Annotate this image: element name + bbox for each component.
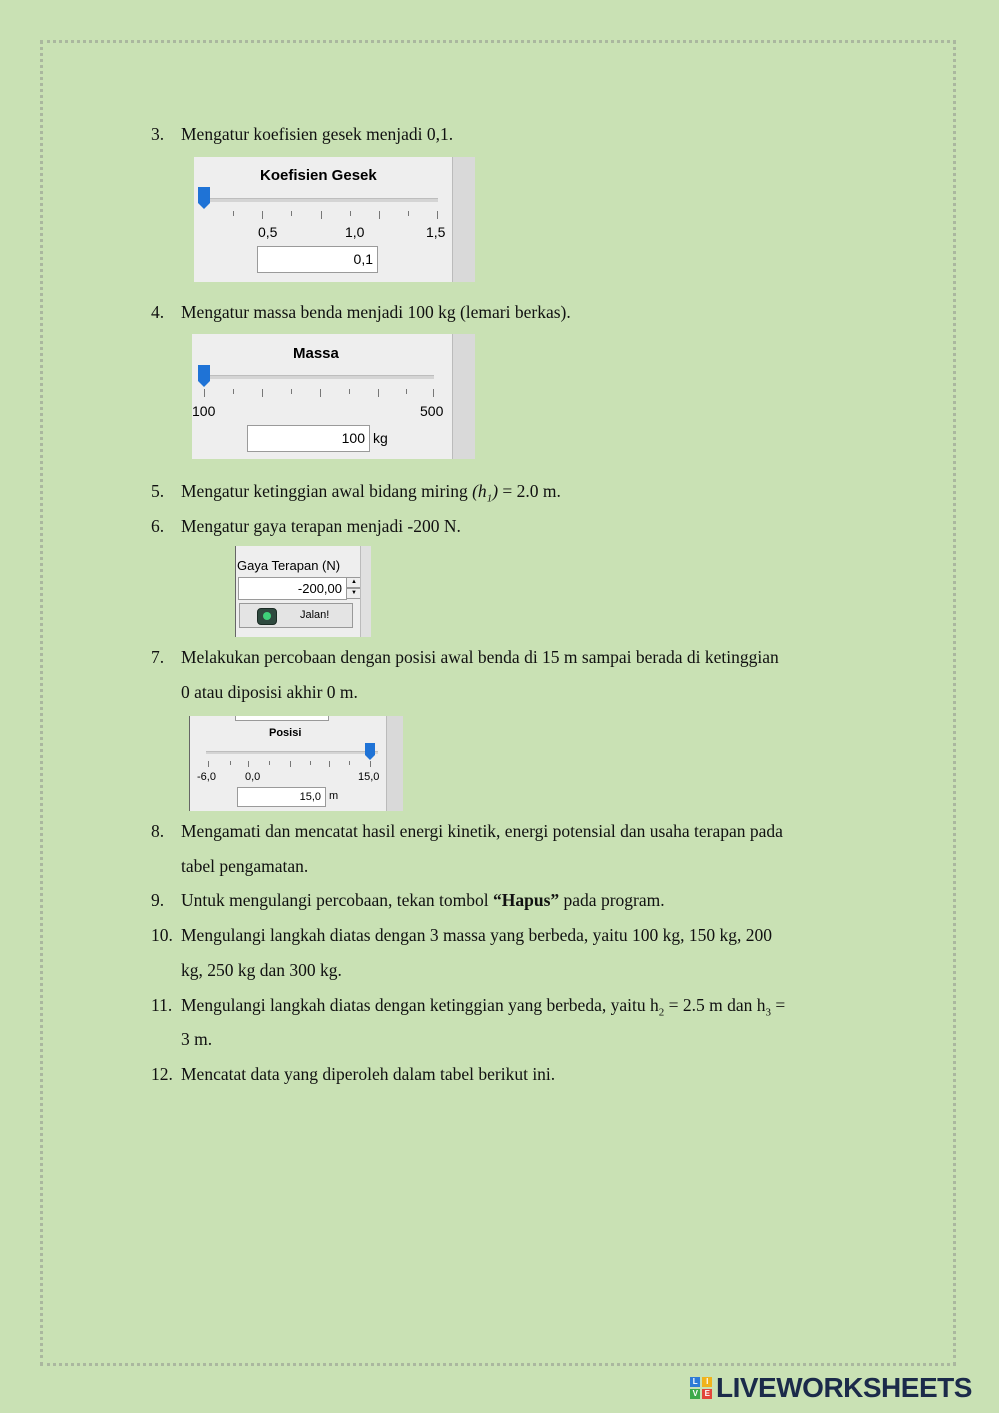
panel-sidebar — [452, 157, 475, 282]
tick — [204, 389, 205, 397]
logo-letter: E — [702, 1389, 712, 1399]
panel-sidebar — [386, 716, 403, 811]
mass-title: Massa — [293, 345, 339, 362]
tick — [310, 761, 311, 765]
friction-slider-track[interactable] — [202, 198, 438, 202]
logo-letter: L — [690, 1377, 700, 1387]
traffic-light-icon — [257, 608, 277, 625]
position-tick-label: -6,0 — [197, 771, 216, 783]
step-number: 12. — [151, 1064, 173, 1084]
tick — [262, 389, 263, 397]
mass-min-label: 100 — [192, 403, 216, 419]
position-panel — [189, 716, 402, 811]
step-11-continued: 3 m. — [181, 1029, 213, 1049]
subscript: 2 — [658, 1006, 665, 1019]
friction-title: Koefisien Gesek — [260, 167, 377, 184]
friction-input[interactable]: 0,1 — [257, 246, 378, 273]
panel-sidebar — [360, 546, 371, 637]
mass-input[interactable]: 100 — [247, 425, 370, 452]
mass-slider-track[interactable] — [202, 375, 434, 379]
subscript: 3 — [765, 1006, 771, 1019]
step-text: Mencatat data yang diperoleh dalam tabel berikut ini. — [181, 1064, 556, 1084]
text-part: Untuk mengulangi percobaan, tekan tombol — [181, 890, 494, 910]
text-part: = 2.5 m dan h — [664, 995, 766, 1015]
mass-max-label: 500 — [420, 403, 444, 419]
step-number: 11. — [151, 995, 173, 1015]
tick — [349, 761, 350, 765]
position-slider-thumb-tip — [365, 755, 375, 760]
step-number: 7. — [151, 647, 165, 667]
applied-force-panel — [235, 546, 370, 637]
friction-slider-thumb[interactable] — [198, 187, 210, 203]
tick — [233, 389, 234, 394]
tick — [379, 211, 380, 219]
tick — [349, 389, 350, 394]
tick — [208, 761, 209, 767]
step-number: 10. — [151, 925, 173, 945]
text-part: = — [770, 995, 786, 1015]
position-title: Posisi — [269, 727, 302, 739]
step-number: 9. — [151, 890, 165, 910]
upper-field-edge — [235, 716, 329, 721]
tick — [406, 389, 407, 394]
tick — [329, 761, 330, 767]
tick — [262, 211, 263, 219]
step-text — [181, 480, 561, 510]
friction-tick-label: 0,5 — [258, 224, 278, 240]
text-part: Mengulangi langkah diatas dengan ketinggian yang berbeda, yaitu h — [181, 995, 659, 1015]
step-number: 6. — [151, 516, 165, 536]
position-slider-thumb[interactable] — [365, 743, 375, 755]
tick — [320, 389, 321, 397]
tick — [291, 211, 292, 216]
tick — [291, 389, 292, 394]
text-part: pada program. — [559, 890, 665, 910]
position-input[interactable]: 15,0 — [237, 787, 326, 807]
position-tick-label: 0,0 — [245, 771, 261, 783]
tick — [378, 389, 379, 397]
position-unit: m — [329, 790, 339, 802]
step-text: Mengatur gaya terapan menjadi -200 N. — [181, 516, 461, 536]
force-title: Gaya Terapan (N) — [237, 558, 341, 573]
friction-tick-label: 1,5 — [426, 224, 446, 240]
tick — [233, 211, 234, 216]
step-text — [181, 994, 785, 1024]
logo-text: LIVEWORKSHEETS — [716, 1372, 972, 1403]
step-number: 3. — [151, 124, 165, 144]
panel-sidebar — [452, 334, 475, 459]
step-10-continued: kg, 250 kg dan 300 kg. — [181, 960, 342, 980]
tick — [269, 761, 270, 765]
tick — [248, 761, 249, 767]
step-text: Mengatur koefisien gesek menjadi 0,1. — [181, 124, 454, 144]
step-text: Mengatur massa benda menjadi 100 kg (lemari berkas). — [181, 302, 571, 322]
hapus-button-reference: “Hapus” — [493, 890, 560, 910]
force-input[interactable]: -200,00 — [238, 577, 347, 600]
variable-end: ) — [492, 481, 499, 501]
step-text: Melakukan percobaan dengan posisi awal benda di 15 m sampai berada di ketinggian — [181, 647, 779, 667]
step-number: 5. — [151, 481, 165, 501]
logo-grid-icon — [690, 1377, 712, 1399]
text-part: = 2.0 m. — [498, 481, 561, 501]
variable: (h — [472, 481, 487, 501]
tick — [321, 211, 322, 219]
position-tick-label: 15,0 — [358, 771, 380, 783]
liveworksheets-logo — [690, 1372, 972, 1404]
mass-panel — [192, 334, 474, 459]
subscript: 1 — [486, 492, 493, 505]
logo-letter: V — [690, 1389, 700, 1399]
step-7-continued: 0 atau diposisi akhir 0 m. — [181, 682, 358, 702]
step-text: Mengamati dan mencatat hasil energi kinetik, energi potensial dan usaha terapan pada — [181, 821, 783, 841]
tick — [370, 761, 371, 767]
step-text — [181, 889, 665, 911]
page-border — [40, 40, 956, 1366]
tick — [437, 211, 438, 219]
text-part: Mengatur ketinggian awal bidang miring — [181, 481, 473, 501]
step-number: 8. — [151, 821, 165, 841]
friction-tick-label: 1,0 — [345, 224, 365, 240]
step-number: 4. — [151, 302, 165, 322]
run-button[interactable] — [239, 603, 353, 628]
step-text: Mengulangi langkah diatas dengan 3 massa yang berbeda, yaitu 100 kg, 150 kg, 200 — [181, 925, 772, 945]
friction-coefficient-panel — [194, 157, 474, 282]
tick — [433, 389, 434, 397]
tick — [290, 761, 291, 767]
tick — [230, 761, 231, 765]
tick — [350, 211, 351, 216]
logo-letter: I — [702, 1377, 712, 1387]
spin-down-button[interactable]: ▼ — [346, 588, 362, 599]
tick — [408, 211, 409, 216]
mass-unit: kg — [373, 430, 388, 446]
run-button-label: Jalan! — [300, 609, 330, 621]
mass-slider-thumb[interactable] — [198, 365, 210, 381]
spin-up-button[interactable]: ▲ — [346, 577, 362, 588]
step-8-continued: tabel pengamatan. — [181, 856, 309, 876]
position-slider-track[interactable] — [206, 751, 378, 754]
